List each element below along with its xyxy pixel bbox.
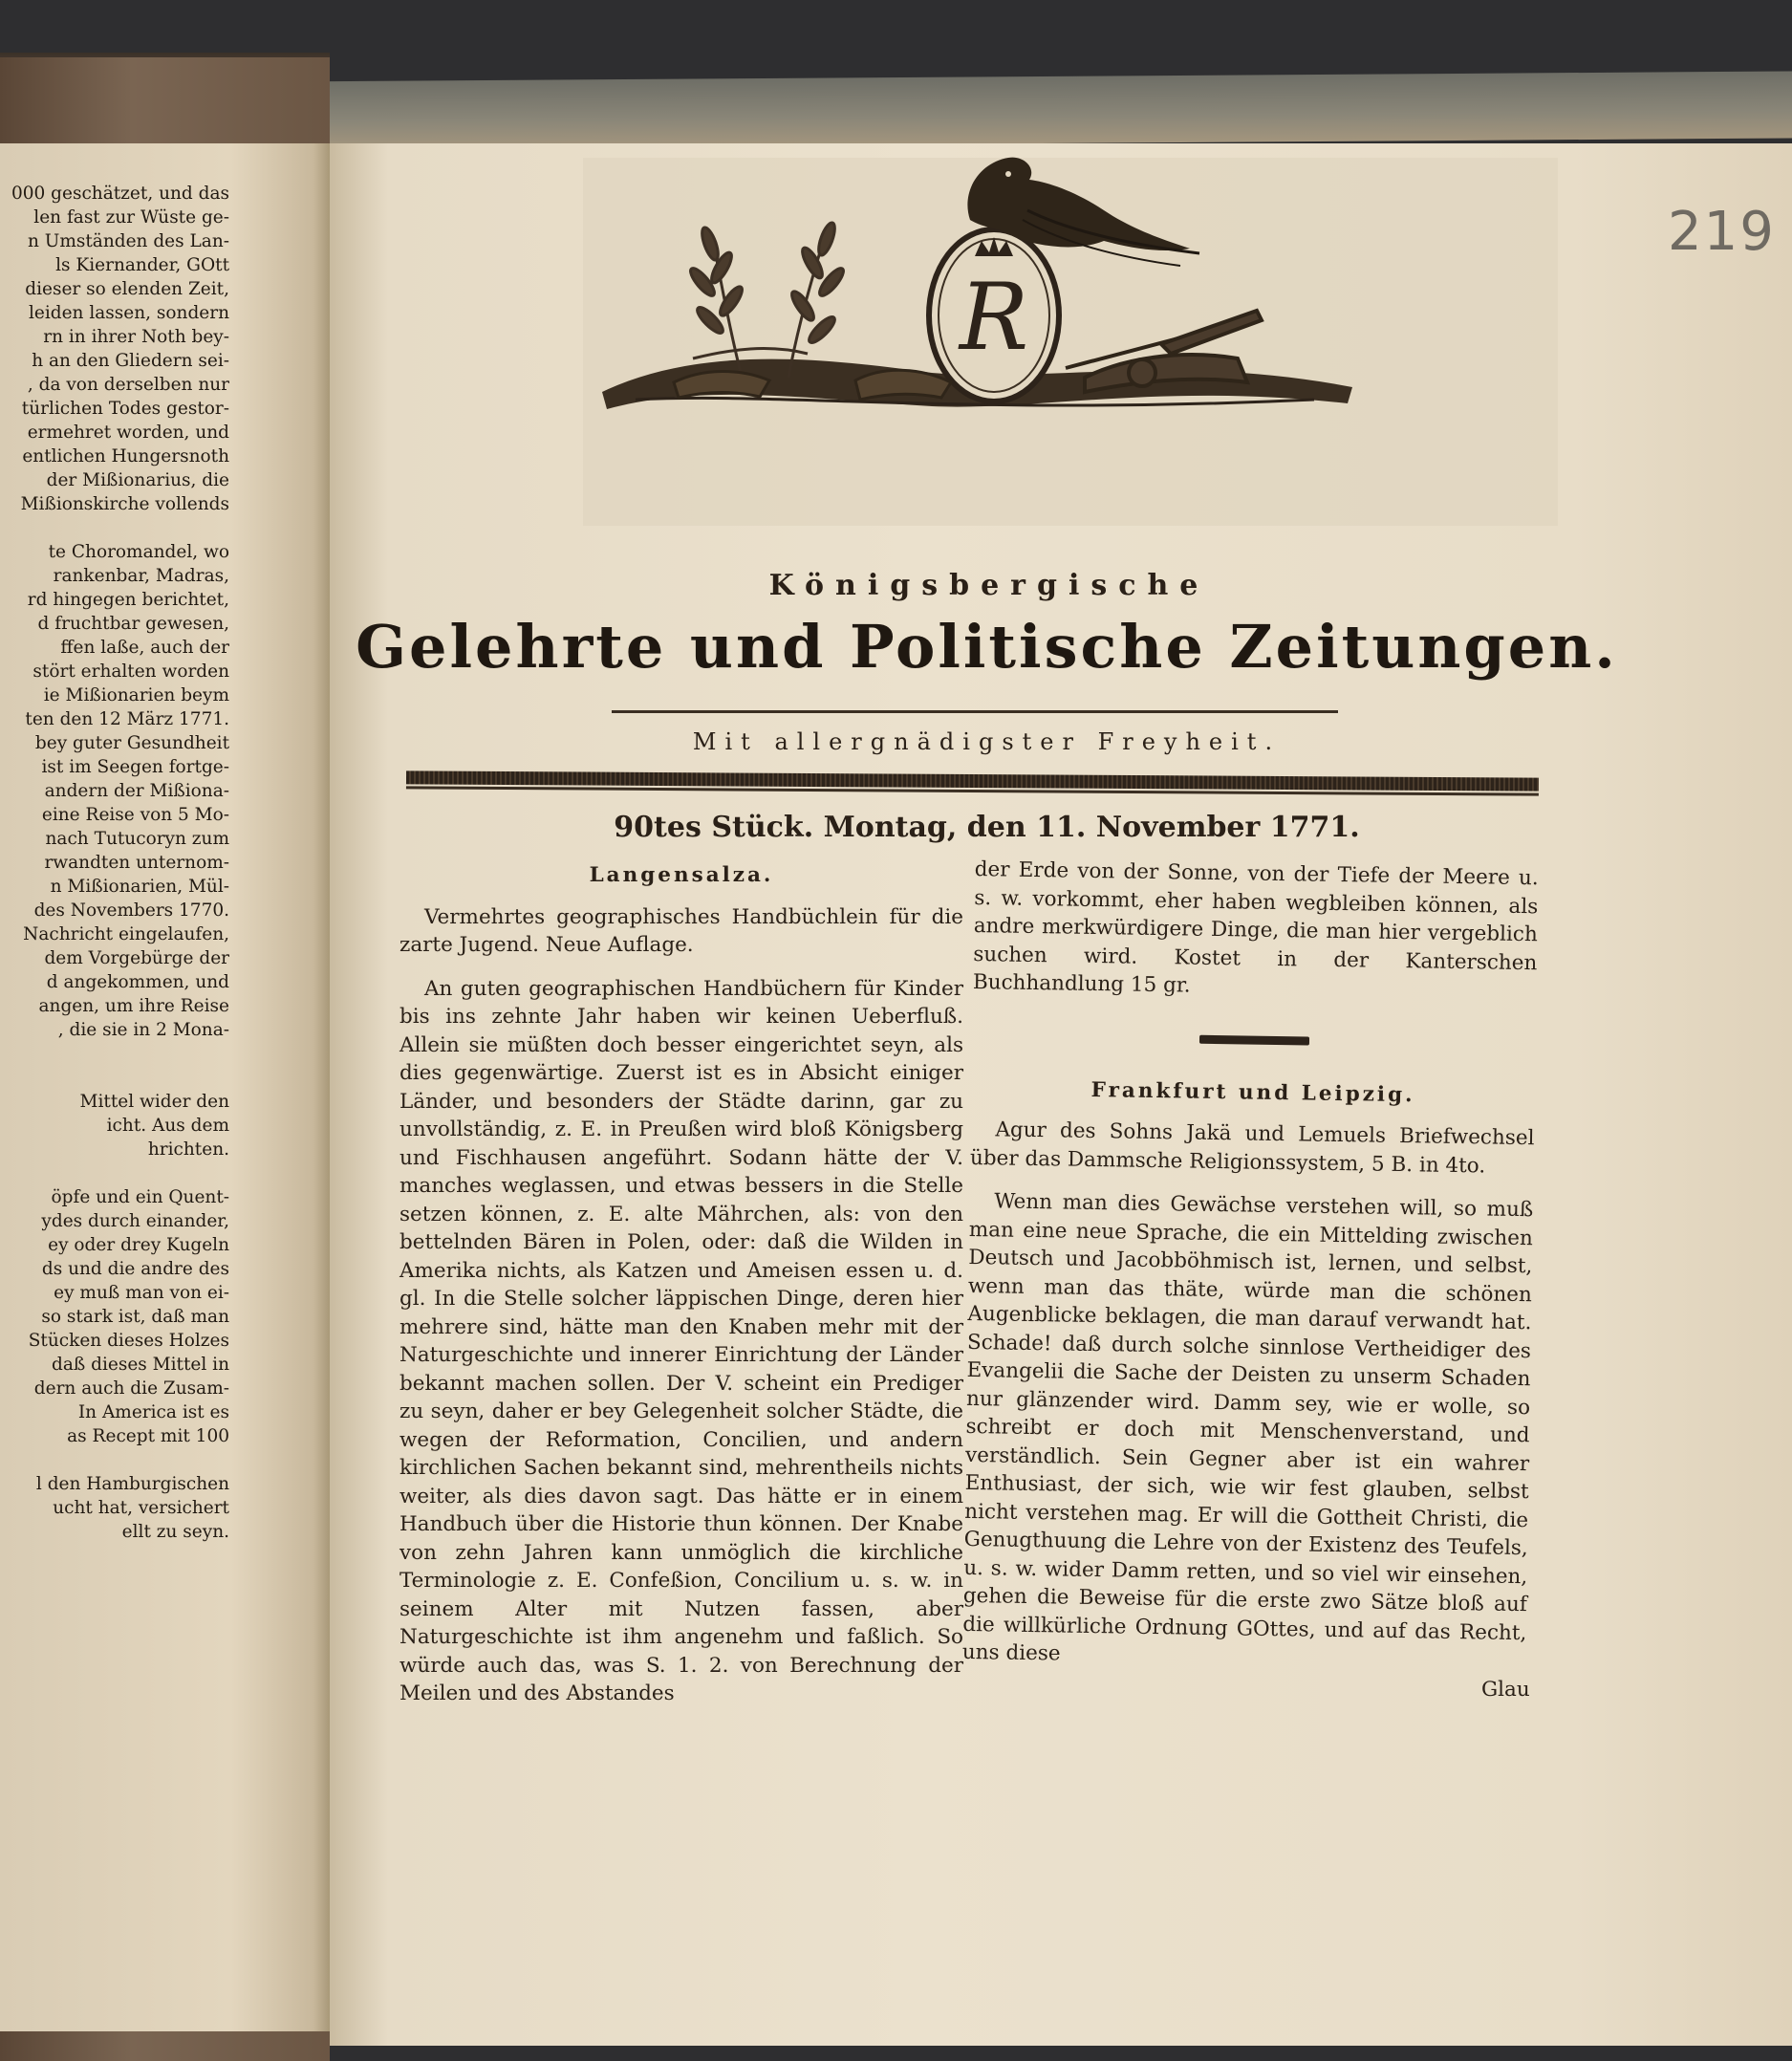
left-page-line: , die sie in 2 Mona-: [57, 1020, 229, 1040]
left-page-line: as Recept mit 100: [67, 1426, 229, 1446]
left-page-line: Mißionskirche vollends: [20, 494, 229, 514]
left-page-line: n Mißionarien, Mül-: [50, 877, 229, 897]
left-page-line: [0, 1042, 229, 1066]
left-page-line: stört erhalten worden: [32, 662, 229, 682]
left-page-line: ey oder drey Kugeln: [48, 1235, 229, 1255]
left-page-line: te Choromandel, wo: [48, 542, 229, 562]
left-page-line: 000 geschätzet, und das: [11, 184, 229, 204]
left-page-line: entlichen Hungersnoth: [22, 446, 229, 466]
title-rule: [612, 710, 1338, 713]
left-page-line: Stücken dieses Holzes: [28, 1331, 229, 1351]
page-number: 219: [1668, 201, 1776, 263]
left-page-line: Nachricht eingelaufen,: [23, 924, 229, 944]
issue-line: 90tes Stück. Montag, den 11. November 1771.: [614, 811, 1360, 844]
masthead-kicker: Königsbergische: [768, 569, 1210, 602]
left-page-line: l den Hamburgischen: [35, 1474, 229, 1494]
review-body: An guten geographischen Handbüchern für Kinder bis ins zehnte Jahr haben wir keinen Ueberfluß. Allein sie müßten doch besser eingerichtet seyn, als dies gegenwärtige. Zuerst ist es in Absicht einiger Länder, und besonders der Städte darinn, gar zu unvollständig, z. E. in Preußen wird bloß Königsberg und Fischhausen angeführt. Sodann hätte der V. manches weglassen, und etwas bessers in die Stelle setzen können, z. E. alte Mährchen, als: von den bettelnden Bären in Polen, oder: daß die Wilden in Amerika nichts, als Katzen und Ameisen essen u. d. gl. In die Stelle solcher läppischen Dinge, deren hier mehrere sind, hätte man den Knaben mehr mit der Naturgeschichte und innerer Einrichtung der Länder bekannt machen sollen. Der V. scheint ein Prediger zu seyn, daher er bey Gelegenheit solcher Städte, die wegen der Reformation, Concilien, und andern kirchlichen Sachen bekannt sind, mehrentheils nichts weiter, als dies davon sagt. Das hätte er in einem Handbuch über die Historie thun können. Der Knabe von zehn Jahren kann unmöglich die kirchliche Terminologie z. E. Confeßion, Concilium u. s. w. in seinem Alter mit Nutzen fassen, aber Naturgeschichte ist ihm angenehm und faßlich. So würde auch das, was S. 1. 2. von Berechnung der Meilen und des Abstandes: [399, 976, 963, 1705]
left-page-line: so stark ist, daß man: [41, 1307, 229, 1327]
left-page-line: ellt zu seyn.: [121, 1522, 229, 1542]
left-page-line: icht. Aus dem: [106, 1116, 229, 1136]
left-page-line: d angekommen, und: [46, 972, 229, 992]
left-page-line: ist im Seegen fortge-: [41, 757, 229, 777]
section-divider: [1198, 1034, 1308, 1045]
left-page-line: rd hingegen berichtet,: [27, 590, 229, 610]
left-page-line: leiden lassen, sondern: [28, 303, 229, 323]
masthead-privilege: Mit allergnädigster Freyheit.: [692, 728, 1282, 755]
left-page-line: h an den Gliedern sei-: [32, 351, 229, 371]
left-page-line: ls Kiernander, GOtt: [55, 255, 229, 275]
left-page-line: eine Reise von 5 Mo-: [41, 805, 229, 825]
review-body: Wenn man dies Gewächse verstehen will, so muß man eine neue Sprache, die ein Mittelding zwischen Deutsch und Jacobböhmisch ist, lernen, und selbst, wenn man das thäte, würde man die schönen Augenblicke beklagen, die man darauf verwandt hat. Schade! daß durch solche sinnlose Vertheidiger des Evangelii die Sache der Deisten zu unserm Schaden nur glänzender wird. Damm sey, wie er wolle, so schreibt er doch mit Menschenverstand, und verständlich. Sein Gegner aber ist ein wahrer Enthusiast, der sich, wie wir fest glauben, selbst nicht verstehen mag. Er will die Gottheit Christi, die Genugthuung die Lehre von der Existenz des Teufels, u. s. w. wider Damm retten, und so viel wir einsehen, gehen die Beweise für die erste zwo Sätze bloß auf die willkürliche Ordnung GOttes, und auf das Recht, uns diese: [961, 1189, 1534, 1666]
left-page-line: nach Tutucoryn zum: [45, 829, 229, 849]
left-page-line: andern der Mißiona-: [44, 781, 229, 801]
left-page-line: ydes durch einander,: [41, 1211, 229, 1231]
book-cover-edge: [287, 72, 1792, 149]
left-page-line: ey muß man von ei-: [54, 1283, 229, 1303]
left-page-line: In America ist es: [77, 1402, 229, 1422]
left-page-line: rn in ihrer Noth bey-: [43, 327, 229, 347]
left-page-line: len fast zur Wüste ge-: [33, 207, 229, 228]
book-title: Agur des Sohns Jakä und Lemuels Briefwechsel über das Dammsche Religionssystem, 5 B. in 4to.: [969, 1117, 1535, 1178]
left-page-line: des Novembers 1770.: [33, 900, 229, 921]
left-page-line: rankenbar, Madras,: [53, 566, 229, 586]
left-page-line: [0, 516, 229, 540]
left-page-line: ten den 12 März 1771.: [25, 709, 229, 729]
left-page-line: [0, 1161, 229, 1185]
left-page-line: ie Mißionarien beym: [43, 685, 229, 705]
left-page-line: dern auch die Zusam-: [33, 1378, 229, 1399]
left-page-line: der Mißionarius, die: [46, 470, 229, 490]
section-heading: Langensalza.: [589, 863, 774, 887]
masthead-title: Gelehrte und Politische Zeitungen.: [356, 612, 1618, 682]
left-page-line: hrichten.: [147, 1139, 229, 1160]
left-page-line: ucht hat, versichert: [53, 1498, 229, 1518]
left-page-text: [0, 182, 229, 1544]
book-title: Vermehrtes geographisches Handbüchlein für die zarte Jugend. Neue Auflage.: [399, 904, 963, 957]
column-right: [962, 856, 1539, 1685]
left-page-line: dieser so elenden Zeit,: [25, 279, 229, 299]
left-page-line: öpfe und ein Quent-: [51, 1187, 229, 1207]
left-page-line: [0, 1066, 229, 1090]
catchword: Glau: [1481, 1678, 1530, 1702]
section-heading: Frankfurt und Leipzig.: [1090, 1077, 1415, 1107]
left-page-line: angen, um ihre Reise: [38, 996, 229, 1016]
left-page-line: dem Vorgebürge der: [44, 948, 229, 968]
review-continuation: der Erde von der Sonne, von der Tiefe der Meere u. s. w. vorkommt, eher haben wegbleiben können, als andre merkwürdigere Dinge, die man hier vergeblich suchen wird. Kostet in der Kanterschen Buchhandlung 15 gr.: [972, 857, 1539, 998]
left-page-line: ermehret worden, und: [27, 423, 229, 443]
left-page-line: daß dieses Mittel in: [52, 1355, 229, 1375]
left-page-line: Mittel wider den: [79, 1092, 229, 1112]
left-page-line: d fruchtbar gewesen,: [37, 614, 229, 634]
left-page-line: rwandten unternom-: [44, 853, 229, 873]
svg-text:R: R: [959, 264, 1029, 371]
left-page-line: [0, 1448, 229, 1472]
left-page-line: türlichen Todes gestor-: [21, 399, 229, 419]
eagle-monogram-emblem: [588, 153, 1362, 535]
left-page-line: bey guter Gesundheit: [34, 733, 229, 753]
column-left: [399, 856, 963, 1718]
left-page: [0, 143, 330, 2031]
left-page-line: n Umständen des Lan-: [27, 231, 229, 251]
left-page-line: ds und die andre des: [41, 1259, 229, 1279]
left-page-line: ffen laße, auch der: [60, 638, 229, 658]
left-page-line: , da von derselben nur: [27, 375, 229, 395]
